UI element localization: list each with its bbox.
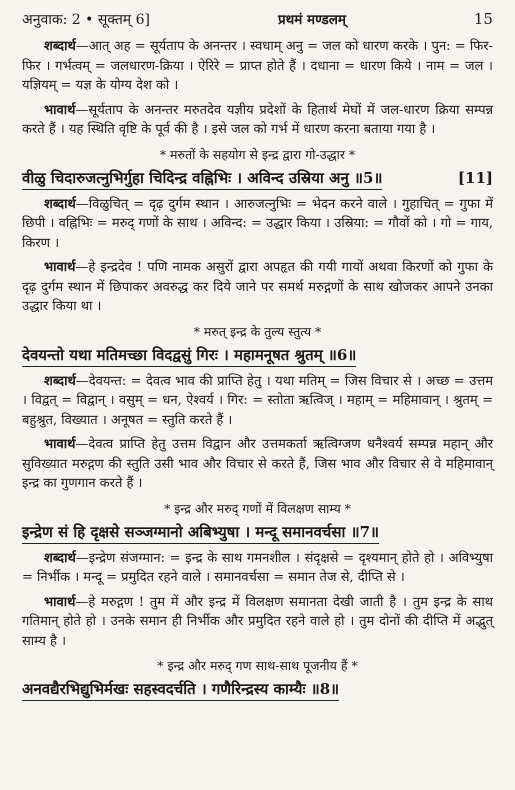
page-number: 15 bbox=[473, 10, 493, 28]
bhavartha-text: —देवत्व प्राप्ति हेतु उत्तम विद्वान और उत्तमकर्ता ऋत्विग्जण धनैश्वर्य सम्पन्न महान् और सुविख्यात मरुद्गण की स्तुति उसी भाव और विचार से करते हैं, जिस भाव और विचार से वे महिमावान् इन्द्र का गुणगान करते हैं । bbox=[22, 437, 493, 491]
section-heading: * इन्द्र और मरुद् गणों में विलक्षण साम्य * bbox=[164, 500, 351, 516]
mantra-text: इन्द्रेण सं हि दृक्षसे सञ्जग्मानो अबिभ्युषा । मन्दू समानवर्चसा ॥7॥ bbox=[22, 521, 379, 544]
bhavartha-text: —सूर्यताप के अनन्तर मरुतदेव यज्ञीय प्रदेशों के हितार्थ मेघों में जल-धारण क्रिया सम्पन्न करते हैं । यह स्थिति वृष्टि के पूर्व की है । इसे जल को गर्भ में धारण करना बताया गया है । bbox=[22, 102, 493, 137]
header-section: अनुवाक: 2 • सूक्तम् 6] bbox=[22, 12, 150, 28]
shabdartha-text: —आत् अह = सूर्यताप के अनन्तर । स्वधाम् अनु = जल को धारण करके । पुन: = फिर-फिर । गर्भत्वम् = जलधारण-क्रिया । ऐरिरे = प्राप्त होते हैं । दधाना = धारण किये । नाम = जल । यज्ञियम् = यज्ञ के योग्य देश को । bbox=[22, 39, 493, 93]
mantra-line bbox=[22, 167, 493, 190]
bhavartha-label: भावार्थ bbox=[44, 260, 76, 275]
bhavartha-label: भावार्थ bbox=[44, 437, 76, 452]
shabdartha-label: शब्दार्थ bbox=[44, 373, 76, 389]
bhavartha-label: भावार्थ bbox=[44, 102, 76, 118]
mantra-text: अनवद्यैरभिद्युभिर्मखः सहस्वदर्चति । गणैरिन्द्रस्य काम्यैः ॥8॥ bbox=[22, 678, 339, 701]
bhavartha-paragraph bbox=[22, 101, 493, 140]
mantra-line bbox=[22, 344, 493, 367]
bhavartha-text: —हे इन्द्रदेव ! पणि नामक असुरों द्वारा अपहृत की गयी गायों अथवा किरणों को गुफा के दृढ़ दुर्गम स्थान में छिपाकर अवरुद्ध कर दिये जाने पर समर्थ मरुद्गणों के साथ खोजकर आपने उनका उद्धार किया था । bbox=[22, 260, 493, 314]
section-heading: * मरुत् इन्द्र के तुल्य स्तुत्य * bbox=[193, 323, 322, 339]
header-title: प्रथमं मण्डलम् bbox=[277, 12, 346, 28]
bhavartha-paragraph bbox=[22, 258, 493, 317]
mantra-text: देवयन्तो यथा मतिमच्छा विदद्वसुं गिरः । महामनूषत श्रुतम् ॥6॥ bbox=[22, 344, 356, 367]
bhavartha-label: भावार्थ bbox=[44, 594, 76, 610]
section-heading: * इन्द्र और मरुद् गण साथ-साथ पूजनीय हैं * bbox=[157, 658, 358, 673]
shabdartha-label: शब्दार्थ bbox=[44, 550, 76, 566]
shabdartha-paragraph bbox=[22, 549, 493, 588]
page-header bbox=[22, 10, 493, 29]
shabdartha-text: —देवयन्त: = देवत्व भाव की प्राप्ति हेतु । यथा मतिम् = जिस विचार से । अच्छ = उत्तम । विद्वत् = विद्वान् । वसुम् = धन, ऐश्वर्य । गिर: = स्तोता ऋत्विज् । महाम् = महिमावान् । श्रुतम् = बहुश्रुत, विख्यात । अनूषत = स्तुति करते हैं । bbox=[22, 373, 493, 428]
shabdartha-text: —विळुचित् = दृढ़ दुर्गम स्थान । आरुजत्नुभिः = भेदन करने वाले । गुहाचित् = गुफा में छिपी । वह्निभिः = मरुद् गणों के साथ । अविन्द: = उद्धार किया । उस्रिया: = गौवों को । गो = गाय, किरण । bbox=[22, 196, 493, 251]
shabdartha-text: —इन्द्रेण संजग्मान: = इन्द्र के साथ गमनशील । संदृक्षसे = दृश्यमान् होते हो । अविभ्युषा = निर्भीक । मन्दू = प्रमुदित रहने वाले । समानवर्चसा = समान तेज से, दीप्ति से । bbox=[22, 550, 493, 585]
shabdartha-paragraph bbox=[22, 195, 493, 254]
shabdartha-label: शब्दार्थ bbox=[44, 39, 76, 54]
bhavartha-paragraph bbox=[22, 435, 493, 494]
mantra-number: [11] bbox=[457, 168, 493, 187]
mantra-line bbox=[22, 678, 493, 701]
shabdartha-label: शब्दार्थ bbox=[44, 196, 76, 212]
shabdartha-paragraph bbox=[22, 37, 493, 96]
mantra-line bbox=[22, 521, 493, 544]
bhavartha-text: —हे मरुद्गण ! तुम में और इन्द्र में विलक्षण समानता देखी जाती है । तुम इन्द्र के साथ गतिमान् होते हो । उनके समान ही निर्भीक और प्रमुदित रहने वाले हो । तुम दोनों की दीप्ति में अद्भुत् साम्य है । bbox=[22, 594, 493, 649]
bhavartha-paragraph bbox=[22, 593, 493, 652]
mantra-text: वीळु चिदारुजत्नुभिर्गुहा चिदिन्द्र वह्निभिः । अविन्द उस्रिया अनु ॥5॥ bbox=[22, 167, 382, 190]
section-heading: * मरुतों के सहयोग से इन्द्र द्वारा गो-उद्धार * bbox=[159, 146, 356, 162]
shabdartha-paragraph bbox=[22, 372, 493, 431]
